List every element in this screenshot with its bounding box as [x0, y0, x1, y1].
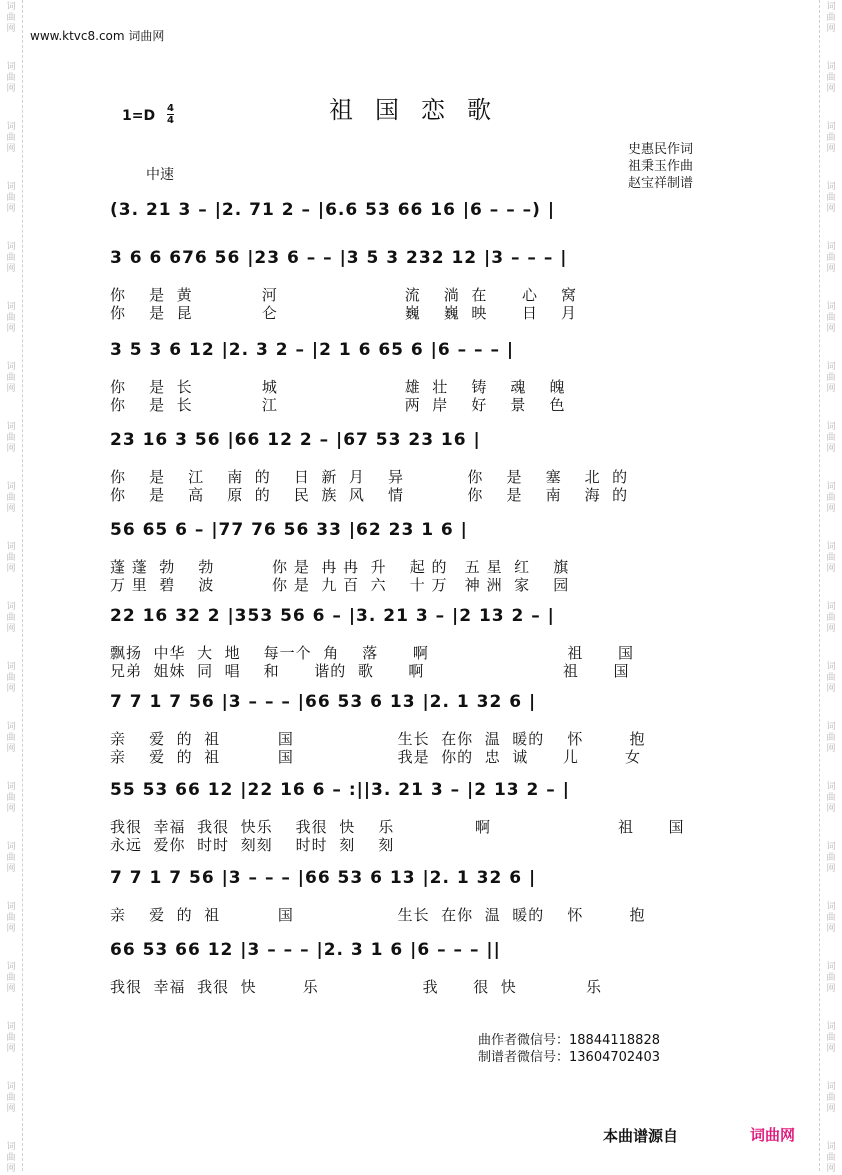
watermark-text: 词 曲 网	[6, 62, 16, 94]
watermark-text: 词 曲 网	[826, 2, 836, 34]
time-signature-bottom: 4	[167, 115, 174, 126]
watermark-text: 词 曲 网	[826, 1142, 836, 1174]
watermark-text: 词 曲 网	[6, 302, 16, 334]
composer-wechat: 曲作者微信号：18844118828	[478, 1033, 660, 1048]
watermark-text: 词 曲 网	[826, 542, 836, 574]
notation-line: 55 53 66 12 |22 16 6 – :||3. 21 3 – |2 13 2 – |	[110, 780, 570, 800]
contact-info	[478, 1032, 660, 1066]
footer-source: 本曲谱源自	[603, 1127, 679, 1145]
watermark-text: 词 曲 网	[826, 1022, 836, 1054]
arranger-wechat: 制谱者微信号：13604702403	[478, 1050, 660, 1065]
watermark-text: 词 曲 网	[6, 242, 16, 274]
watermark-text: 词 曲 网	[6, 662, 16, 694]
watermark-text: 词 曲 网	[826, 842, 836, 874]
watermark-text: 词 曲 网	[826, 962, 836, 994]
site-url[interactable]: www.ktvc8.com 词曲网	[30, 29, 165, 43]
notation-line: 3 6 6 676 56 |23 6 – – |3 5 3 232 12 |3 – – – |	[110, 248, 568, 268]
watermark-text: 词 曲 网	[6, 122, 16, 154]
notation-line: 7 7 1 7 56 |3 – – – |66 53 6 13 |2. 1 32 6 |	[110, 868, 537, 888]
watermark-text: 词 曲 网	[6, 842, 16, 874]
watermark-text: 词 曲 网	[6, 722, 16, 754]
arranger-credit: 赵宝祥制谱	[628, 176, 694, 191]
notation-line: (3. 21 3 – |2. 71 2 – |6.6 53 66 16 |6 – – –) |	[110, 200, 556, 220]
lyric-line-verse2: 你 是 高 原 的 民 族 风 情 你 是 南 海 的	[110, 486, 629, 504]
notation-line: 23 16 3 56 |66 12 2 – |67 53 23 16 |	[110, 430, 481, 450]
lyric-line-verse1: 飘扬 中华 大 地 每一个 角 落 啊 祖 国	[110, 644, 634, 662]
watermark-text: 词 曲 网	[6, 1022, 16, 1054]
watermark-text: 词 曲 网	[6, 602, 16, 634]
lyric-line-verse1: 蓬 蓬 勃 勃 你 是 冉 冉 升 起 的 五 星 红 旗	[110, 558, 570, 576]
notation-line: 66 53 66 12 |3 – – – |2. 3 1 6 |6 – – – ||	[110, 940, 501, 960]
left-watermark-strip	[0, 0, 23, 1174]
watermark-text: 词 曲 网	[6, 482, 16, 514]
watermark-text: 词 曲 网	[6, 1082, 16, 1114]
watermark-text: 词 曲 网	[826, 62, 836, 94]
watermark-text: 词 曲 网	[826, 362, 836, 394]
watermark-text: 词 曲 网	[826, 182, 836, 214]
right-watermark-strip	[819, 0, 842, 1174]
lyric-line-verse2: 兄弟 姐妹 同 唱 和 谐的 歌 啊 祖 国	[110, 662, 630, 680]
watermark-text: 词 曲 网	[826, 782, 836, 814]
watermark-text: 词 曲 网	[6, 542, 16, 574]
lyric-line-verse1: 我很 幸福 我很 快 乐 我 很 快 乐	[110, 978, 602, 996]
lyric-line-verse1: 我很 幸福 我很 快乐 我很 快 乐 啊 祖 国	[110, 818, 685, 836]
song-title: 祖国恋歌	[329, 96, 513, 124]
composer-credit: 祖秉玉作曲	[628, 159, 694, 174]
watermark-text: 词 曲 网	[826, 602, 836, 634]
watermark-text: 词 曲 网	[6, 962, 16, 994]
watermark-text: 词 曲 网	[826, 242, 836, 274]
tempo-marking: 中速	[146, 167, 174, 183]
time-signature	[167, 103, 174, 126]
notation-line: 7 7 1 7 56 |3 – – – |66 53 6 13 |2. 1 32 6 |	[110, 692, 537, 712]
watermark-text: 词 曲 网	[6, 2, 16, 34]
lyric-line-verse1: 亲 爱 的 祖 国 生长 在你 温 暖的 怀 抱	[110, 730, 646, 748]
watermark-text: 词 曲 网	[6, 782, 16, 814]
lyric-line-verse2: 亲 爱 的 祖 国 我是 你的 忠 诚 儿 女	[110, 748, 642, 766]
notation-line: 3 5 3 6 12 |2. 3 2 – |2 1 6 65 6 |6 – – – |	[110, 340, 515, 360]
lyric-line-verse1: 亲 爱 的 祖 国 生长 在你 温 暖的 怀 抱	[110, 906, 646, 924]
watermark-text: 词 曲 网	[826, 302, 836, 334]
notation-line: 56 65 6 – |77 76 56 33 |62 23 1 6 |	[110, 520, 468, 540]
watermark-text: 词 曲 网	[6, 902, 16, 934]
watermark-text: 词 曲 网	[6, 1142, 16, 1174]
watermark-text: 词 曲 网	[826, 122, 836, 154]
lyric-line-verse1: 你 是 长 城 雄 壮 铸 魂 魄	[110, 378, 566, 396]
notation-line: 22 16 32 2 |353 56 6 – |3. 21 3 – |2 13 2 – |	[110, 606, 555, 626]
watermark-text: 词 曲 网	[826, 422, 836, 454]
credits	[628, 141, 693, 192]
lyric-line-verse2: 永远 爱你 时时 刻刻 时时 刻 刻	[110, 836, 395, 854]
key-signature: 1=D	[122, 108, 156, 124]
watermark-text: 词 曲 网	[826, 482, 836, 514]
watermark-text: 词 曲 网	[826, 902, 836, 934]
lyric-line-verse1: 你 是 黄 河 流 淌 在 心 窝	[110, 286, 578, 304]
lyric-line-verse2: 万 里 碧 波 你 是 九 百 六 十 万 神 洲 家 园	[110, 576, 570, 594]
watermark-text: 词 曲 网	[826, 722, 836, 754]
watermark-text: 词 曲 网	[826, 1082, 836, 1114]
watermark-text: 词 曲 网	[826, 662, 836, 694]
time-signature-top: 4	[167, 103, 174, 114]
lyric-line-verse1: 你 是 江 南 的 日 新 月 异 你 是 塞 北 的	[110, 468, 629, 486]
watermark-text: 词 曲 网	[6, 362, 16, 394]
lyricist-credit: 史惠民作词	[628, 142, 694, 157]
watermark-text: 词 曲 网	[6, 182, 16, 214]
lyric-line-verse2: 你 是 昆 仑 巍 巍 映 日 月	[110, 304, 578, 322]
watermark-text: 词 曲 网	[6, 422, 16, 454]
lyric-line-verse2: 你 是 长 江 两 岸 好 景 色	[110, 396, 566, 414]
footer-brand-link[interactable]: 词曲网	[750, 1126, 796, 1144]
